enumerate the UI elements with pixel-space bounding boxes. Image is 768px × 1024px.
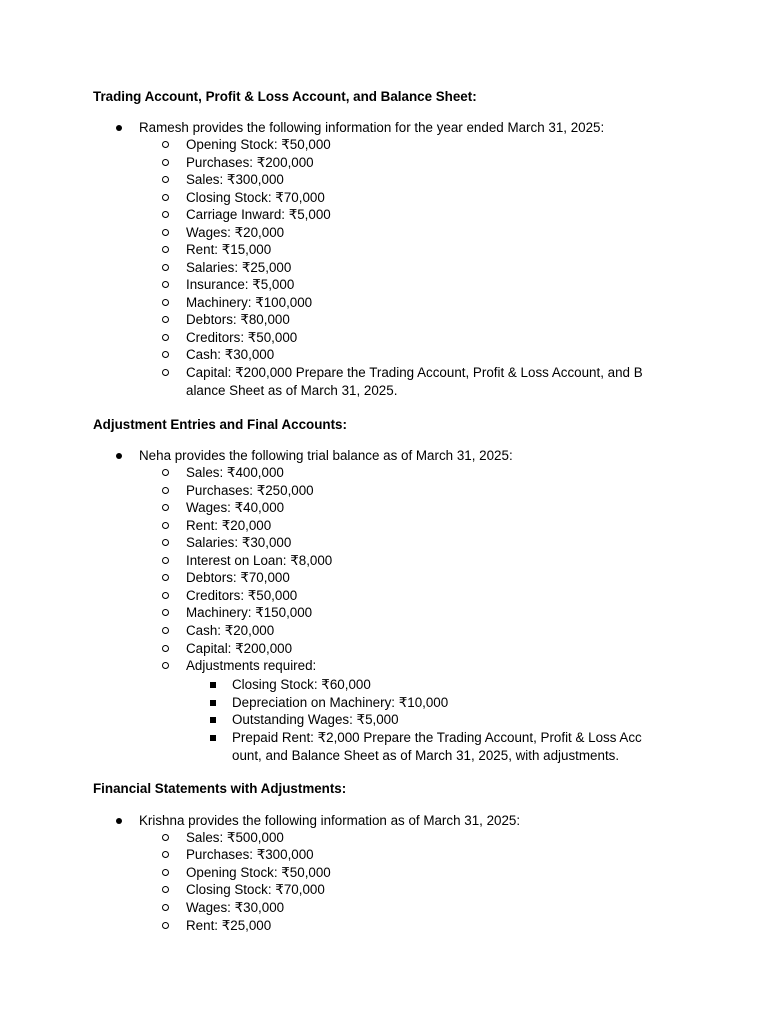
- bullet-circle: [162, 351, 169, 358]
- section-heading-trading: Trading Account, Profit & Loss Account, and Balance Sheet:: [93, 89, 477, 104]
- list-item: Opening Stock: ₹50,000: [186, 865, 331, 880]
- bullet-circle: [162, 334, 169, 341]
- bullet-circle: [162, 246, 169, 253]
- list-item: Wages: ₹30,000: [186, 900, 285, 915]
- list-item: Capital: ₹200,000 Prepare the Trading Account, Profit & Loss Account, and B: [186, 365, 643, 380]
- list-item: Wages: ₹40,000: [186, 500, 285, 515]
- bullet-circle: [162, 834, 169, 841]
- bullet-circle: [162, 645, 169, 652]
- bullet-circle: [162, 922, 169, 929]
- list-item: Opening Stock: ₹50,000: [186, 137, 331, 152]
- list-item: Debtors: ₹80,000: [186, 312, 290, 327]
- section-heading-financial-statements: Financial Statements with Adjustments:: [93, 781, 347, 796]
- list-item: Purchases: ₹250,000: [186, 483, 314, 498]
- list-item: Sales: ₹400,000: [186, 465, 284, 480]
- bullet-circle: [162, 211, 169, 218]
- list-item: Closing Stock: ₹70,000: [186, 882, 325, 897]
- list-item: Sales: ₹500,000: [186, 830, 284, 845]
- bullet-square: [210, 700, 216, 706]
- bullet-circle: [162, 369, 169, 376]
- bullet-circle: [162, 851, 169, 858]
- list-item: Sales: ₹300,000: [186, 172, 284, 187]
- sub-list-item: Depreciation on Machinery: ₹10,000: [232, 695, 449, 710]
- bullet-circle: [162, 487, 169, 494]
- sub-list-item-continued: ount, and Balance Sheet as of March 31, 2025, with adjustments.: [232, 748, 620, 763]
- list-item: Capital: ₹200,000: [186, 641, 293, 656]
- bullet-circle: [162, 662, 169, 669]
- list-item-continued: alance Sheet as of March 31, 2025.: [186, 383, 398, 398]
- list-item: Rent: ₹20,000: [186, 518, 272, 533]
- bullet-circle: [162, 557, 169, 564]
- bullet-circle: [162, 194, 169, 201]
- list-item: Debtors: ₹70,000: [186, 570, 290, 585]
- bullet-circle: [162, 592, 169, 599]
- bullet-square: [210, 717, 216, 723]
- section-intro: Ramesh provides the following information for the year ended March 31, 2025:: [139, 120, 605, 135]
- list-item: Rent: ₹25,000: [186, 918, 272, 933]
- list-item: Salaries: ₹25,000: [186, 260, 292, 275]
- list-item: Cash: ₹30,000: [186, 347, 275, 362]
- bullet-square: [210, 735, 216, 741]
- section-intro: Neha provides the following trial balance as of March 31, 2025:: [139, 448, 513, 463]
- list-item: Creditors: ₹50,000: [186, 330, 298, 345]
- bullet-disc: [116, 818, 122, 824]
- bullet-circle: [162, 159, 169, 166]
- sub-list-item: Prepaid Rent: ₹2,000 Prepare the Trading Account, Profit & Loss Acc: [232, 730, 642, 745]
- bullet-circle: [162, 609, 169, 616]
- bullet-circle: [162, 574, 169, 581]
- bullet-circle: [162, 264, 169, 271]
- sub-list-item: Closing Stock: ₹60,000: [232, 677, 371, 692]
- bullet-circle: [162, 522, 169, 529]
- bullet-circle: [162, 299, 169, 306]
- bullet-circle: [162, 886, 169, 893]
- list-item: Salaries: ₹30,000: [186, 535, 292, 550]
- bullet-circle: [162, 176, 169, 183]
- bullet-circle: [162, 627, 169, 634]
- bullet-circle: [162, 316, 169, 323]
- list-item: Creditors: ₹50,000: [186, 588, 298, 603]
- bullet-circle: [162, 904, 169, 911]
- list-item: Cash: ₹20,000: [186, 623, 275, 638]
- bullet-circle: [162, 469, 169, 476]
- bullet-circle: [162, 869, 169, 876]
- list-item: Wages: ₹20,000: [186, 225, 285, 240]
- bullet-disc: [116, 125, 122, 131]
- list-item: Carriage Inward: ₹5,000: [186, 207, 331, 222]
- list-item: Machinery: ₹150,000: [186, 605, 313, 620]
- bullet-circle: [162, 141, 169, 148]
- list-item: Closing Stock: ₹70,000: [186, 190, 325, 205]
- section-intro: Krishna provides the following information as of March 31, 2025:: [139, 813, 521, 828]
- bullet-circle: [162, 281, 169, 288]
- list-item: Purchases: ₹200,000: [186, 155, 314, 170]
- list-item: Interest on Loan: ₹8,000: [186, 553, 333, 568]
- sub-list-item: Outstanding Wages: ₹5,000: [232, 712, 399, 727]
- list-item: Adjustments required:: [186, 658, 317, 673]
- section-heading-adjustments: Adjustment Entries and Final Accounts:: [93, 417, 347, 432]
- list-item: Rent: ₹15,000: [186, 242, 272, 257]
- list-item: Purchases: ₹300,000: [186, 847, 314, 862]
- bullet-disc: [116, 453, 122, 459]
- bullet-circle: [162, 229, 169, 236]
- bullet-circle: [162, 504, 169, 511]
- list-item: Machinery: ₹100,000: [186, 295, 313, 310]
- bullet-circle: [162, 539, 169, 546]
- list-item: Insurance: ₹5,000: [186, 277, 295, 292]
- bullet-square: [210, 682, 216, 688]
